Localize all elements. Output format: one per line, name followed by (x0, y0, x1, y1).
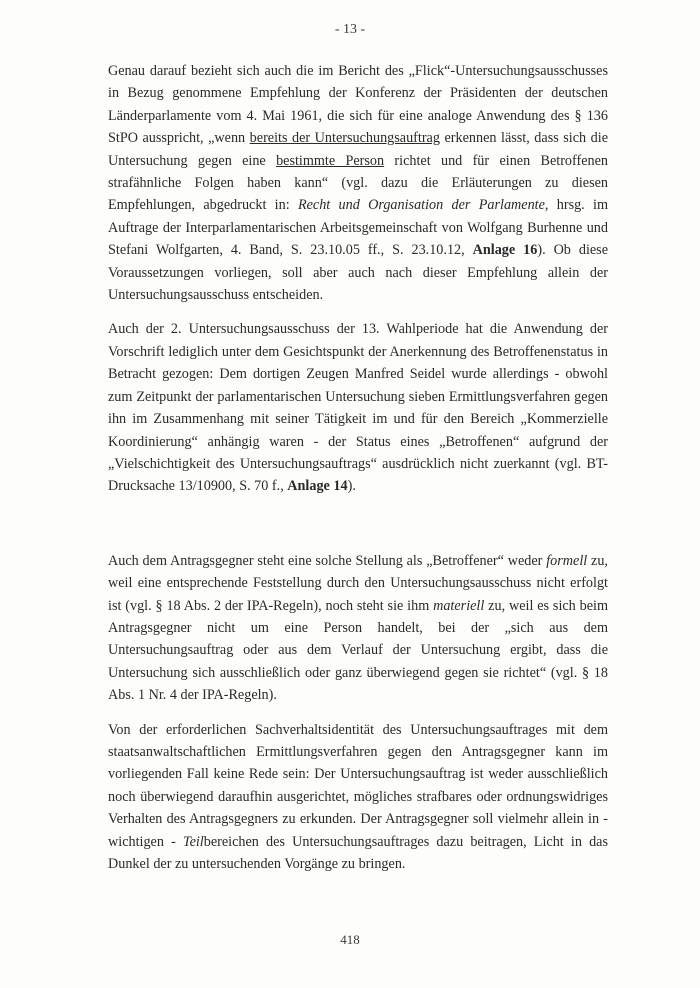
paragraph-1 (108, 60, 608, 306)
text-segment: ). (347, 478, 356, 495)
text-segment: Genau darauf bezieht sich auch die im Bericht des „Flick“-Untersuchungsausschusses in Bezug genommene Empfehlung der Konferenz der Präsidenten der deutschen Länderparlamente vom 4. Mai 1961, die sich für eine analoge Anwendung des § 136 StPO ausspricht, „wenn (108, 63, 608, 147)
text-segment: ). Ob diese Voraussetzungen vorliegen, soll aber auch nach dieser Empfehlung allein der Untersuchungsausschuss entscheiden. (108, 242, 609, 304)
paragraph-2 (108, 318, 608, 497)
bold-text: Anlage 14 (287, 478, 348, 495)
text-segment: erkennen lässt, dass sich die Untersuchung gegen eine (108, 130, 608, 169)
text-segment: , hrsg. im Auftrage der Interparlamentarischen Arbeitsgemeinschaft von Wolfgang Burhenne und Stefani Wolfgarten, 4. Band, S. 23.10.05 ff., S. 23.10.12, (108, 197, 608, 259)
page-number-top: - 13 - (334, 22, 366, 37)
section-gap (108, 510, 608, 550)
text-segment: bereichen des Untersuchungsauftrages dazu beitragen, Licht in das Dunkel der zu untersuchenden Vorgänge zu bringen. (108, 833, 608, 872)
italic-text: Recht und Organisation der Parlamente (297, 197, 545, 214)
italic-text: Teil (182, 833, 204, 850)
text-segment: zu, weil eine entsprechende Feststellung durch den Untersuchungsausschuss nicht erfolgt ist (vgl. § 18 Abs. 2 der IPA-Regeln), noch steht sie ihm (108, 552, 608, 614)
paragraph-3 (108, 550, 608, 707)
text-segment: Auch der 2. Untersuchungsausschuss der 13. Wahlperiode hat die Anwendung der Vorschrift lediglich unter dem Gesichtspunkt der Anerkennung des Betroffenenstatus in Betracht gezogen: Dem dortigen Zeugen Manfred Seidel wurde allerdings - obwohl zum Zeitpunkt der parlamentarischen Untersuchung sieben Ermittlungsverfahren gegen ihn im Zusammenhang mit seiner Tätigkeit im und für den Bereich „Kommerzielle Koordinierung“ anhängig waren - der Status eines „Betroffenen“ aufgrund der „Vielschichtigkeit des Untersuchungsauftrags“ ausdrücklich nicht zuerkannt (vgl. BT-Drucksache 13/10900, S. 70 f., (108, 321, 608, 495)
italic-text: formell (546, 552, 588, 569)
text-segment: Auch dem Antragsgegner steht eine solche Stellung als „Betroffener“ weder (108, 552, 547, 569)
underlined-text: bestimmte Person (276, 152, 385, 169)
document-body (108, 60, 608, 887)
text-segment: zu, weil es sich beim Antragsgegner nicht um eine Person handelt, bei der „sich aus dem Untersuchungsauftrag oder aus dem Verlauf der Untersuchung ergibt, dass die Untersuchung sich ausschließlich oder ganz überwiegend gegen sie richtet“ (vgl. § 18 Abs. 1 Nr. 4 der IPA-Regeln). (108, 597, 608, 704)
text-segment: Von der erforderlichen Sachverhaltsidentität des Untersuchungsauftrages mit dem staatsanwaltschaftlichen Ermittlungsverfahren gegen den Antragsgegner kann im vorliegenden Fall keine Rede sein: Der Untersuchungsauftrag ist weder ausschließlich noch überwiegend daraufhin ausgerichtet, mögliches strafbares oder ordnungswidriges Verhalten des Antragsgegners zu erkunden. Der Antragsgegner soll vielmehr allein in - wichtigen - (108, 721, 608, 850)
bold-text: Anlage 16 (472, 242, 538, 259)
text-segment: richtet und für einen Betroffenen strafähnliche Folgen haben kann“ (vgl. dazu die Erläuterungen zu diesen Empfehlungen, abgedruckt in: (108, 152, 608, 214)
underlined-text: bereits der Untersuchungsauftrag (249, 130, 440, 147)
paragraph-4 (108, 719, 608, 876)
italic-text: materiell (433, 597, 485, 614)
page-number-bottom: 418 (340, 932, 360, 947)
